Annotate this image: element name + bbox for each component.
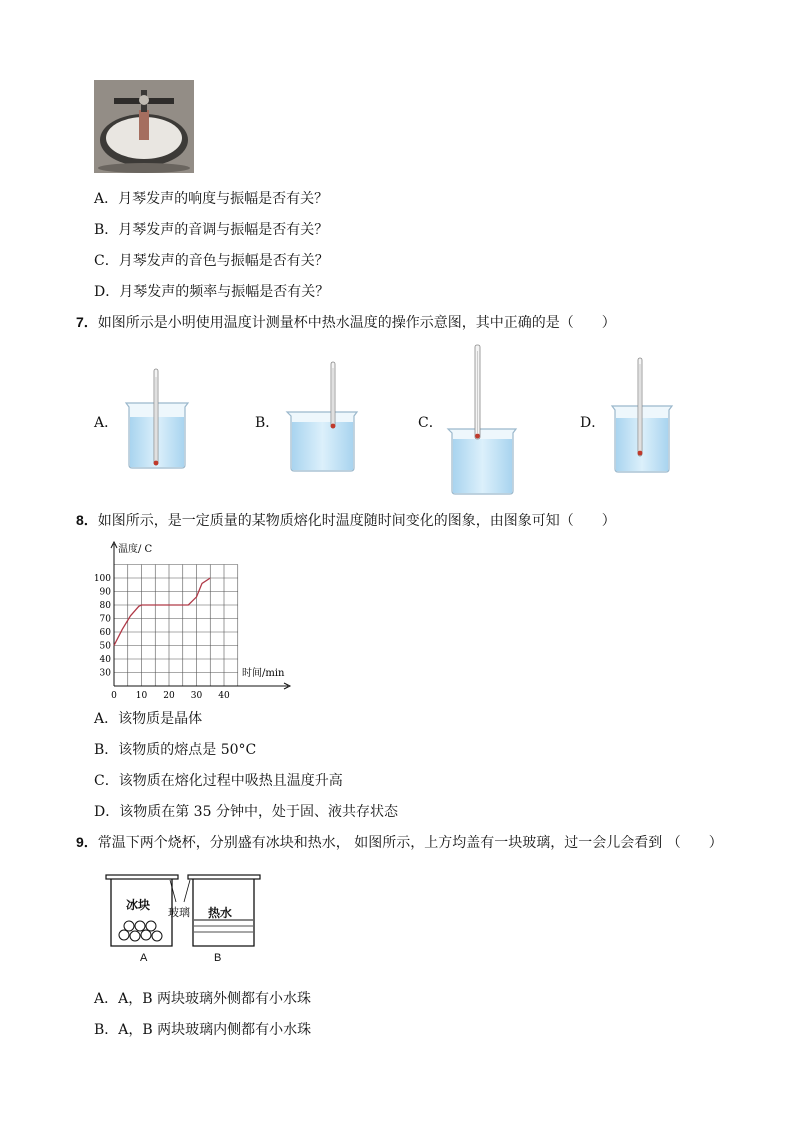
beaker-b-label: B	[214, 952, 222, 964]
q7-label-d: D．	[580, 415, 606, 431]
question-9	[76, 832, 723, 852]
question-7	[76, 312, 616, 332]
instrument-photo	[94, 80, 194, 173]
hot-water-label: 热水	[208, 906, 233, 920]
chart-x-axis-label: 时间/min	[242, 668, 285, 679]
question-8-text: 如图所示，是一定质量的某物质熔化时温度随时间变化的图象，由图象可知（ ）	[97, 513, 616, 529]
y-tick-label: 100	[93, 574, 111, 584]
q6-option-b: B．月琴发声的音调与振幅是否有关？	[94, 222, 329, 238]
melting-curve-chart	[93, 538, 296, 701]
q8-option-b: B．该物质的熔点是 50°C	[94, 742, 257, 758]
question-8	[76, 510, 616, 530]
y-tick-label: 70	[99, 614, 111, 625]
question-9-number: 9．	[76, 834, 98, 850]
question-7-number: 7．	[76, 314, 98, 330]
chart-axes	[111, 542, 290, 689]
two-beakers-figure	[104, 872, 264, 970]
x-tick-label: 30	[190, 691, 203, 701]
y-tick-label: 50	[99, 641, 111, 652]
chart-y-axis-label: 温度/ C	[118, 544, 153, 555]
question-9-text: 常温下两个烧杯，分别盛有冰块和热水， 如图所示，上方均盖有一块玻璃，过一会儿会看到 （ ）	[97, 835, 723, 851]
q9-option-a: A．A，B 两块玻璃外侧都有小水珠	[94, 991, 311, 1007]
glass-label: 玻璃	[168, 906, 190, 919]
x-tick-label: 40	[218, 691, 230, 701]
q7-label-a: A．	[94, 415, 119, 431]
q6-option-d: D．月琴发声的频率与振幅是否有关？	[94, 284, 330, 300]
y-tick-label: 80	[99, 601, 111, 611]
ice-label: 冰块	[126, 898, 151, 912]
beaker-b-figure	[285, 362, 361, 472]
q7-label-b: B．	[255, 415, 280, 431]
beaker-a-label: A	[140, 952, 148, 964]
question-7-text: 如图所示是小明使用温度计测量杯中热水温度的操作示意图，其中正确的是（ ）	[97, 315, 616, 331]
y-tick-label: 30	[99, 668, 111, 679]
x-tick-label: 20	[163, 691, 175, 701]
chart-grid	[114, 565, 238, 687]
beaker-a-figure	[124, 365, 190, 469]
x-tick-label: 10	[135, 691, 148, 701]
q8-option-d: D．该物质在第 35 分钟中，处于固、液共存状态	[94, 804, 398, 820]
q9-option-b: B．A，B 两块玻璃内侧都有小水珠	[94, 1022, 312, 1038]
q8-option-c: C．该物质在熔化过程中吸热且温度升高	[94, 773, 343, 789]
q6-option-a: A．月琴发声的响度与振幅是否有关？	[94, 191, 329, 207]
beaker-d-figure	[610, 356, 674, 474]
y-tick-label: 90	[99, 587, 111, 598]
q6-option-c: C．月琴发声的音色与振幅是否有关？	[94, 253, 329, 269]
chart-series-line	[114, 578, 210, 646]
question-8-number: 8．	[76, 512, 98, 528]
q8-option-a: A．该物质是晶体	[94, 711, 203, 727]
q7-label-c: C．	[418, 415, 443, 431]
y-tick-label: 40	[99, 655, 111, 665]
x-tick-label: 0	[111, 691, 117, 701]
beaker-c-figure	[446, 343, 518, 495]
y-tick-label: 60	[99, 628, 111, 638]
